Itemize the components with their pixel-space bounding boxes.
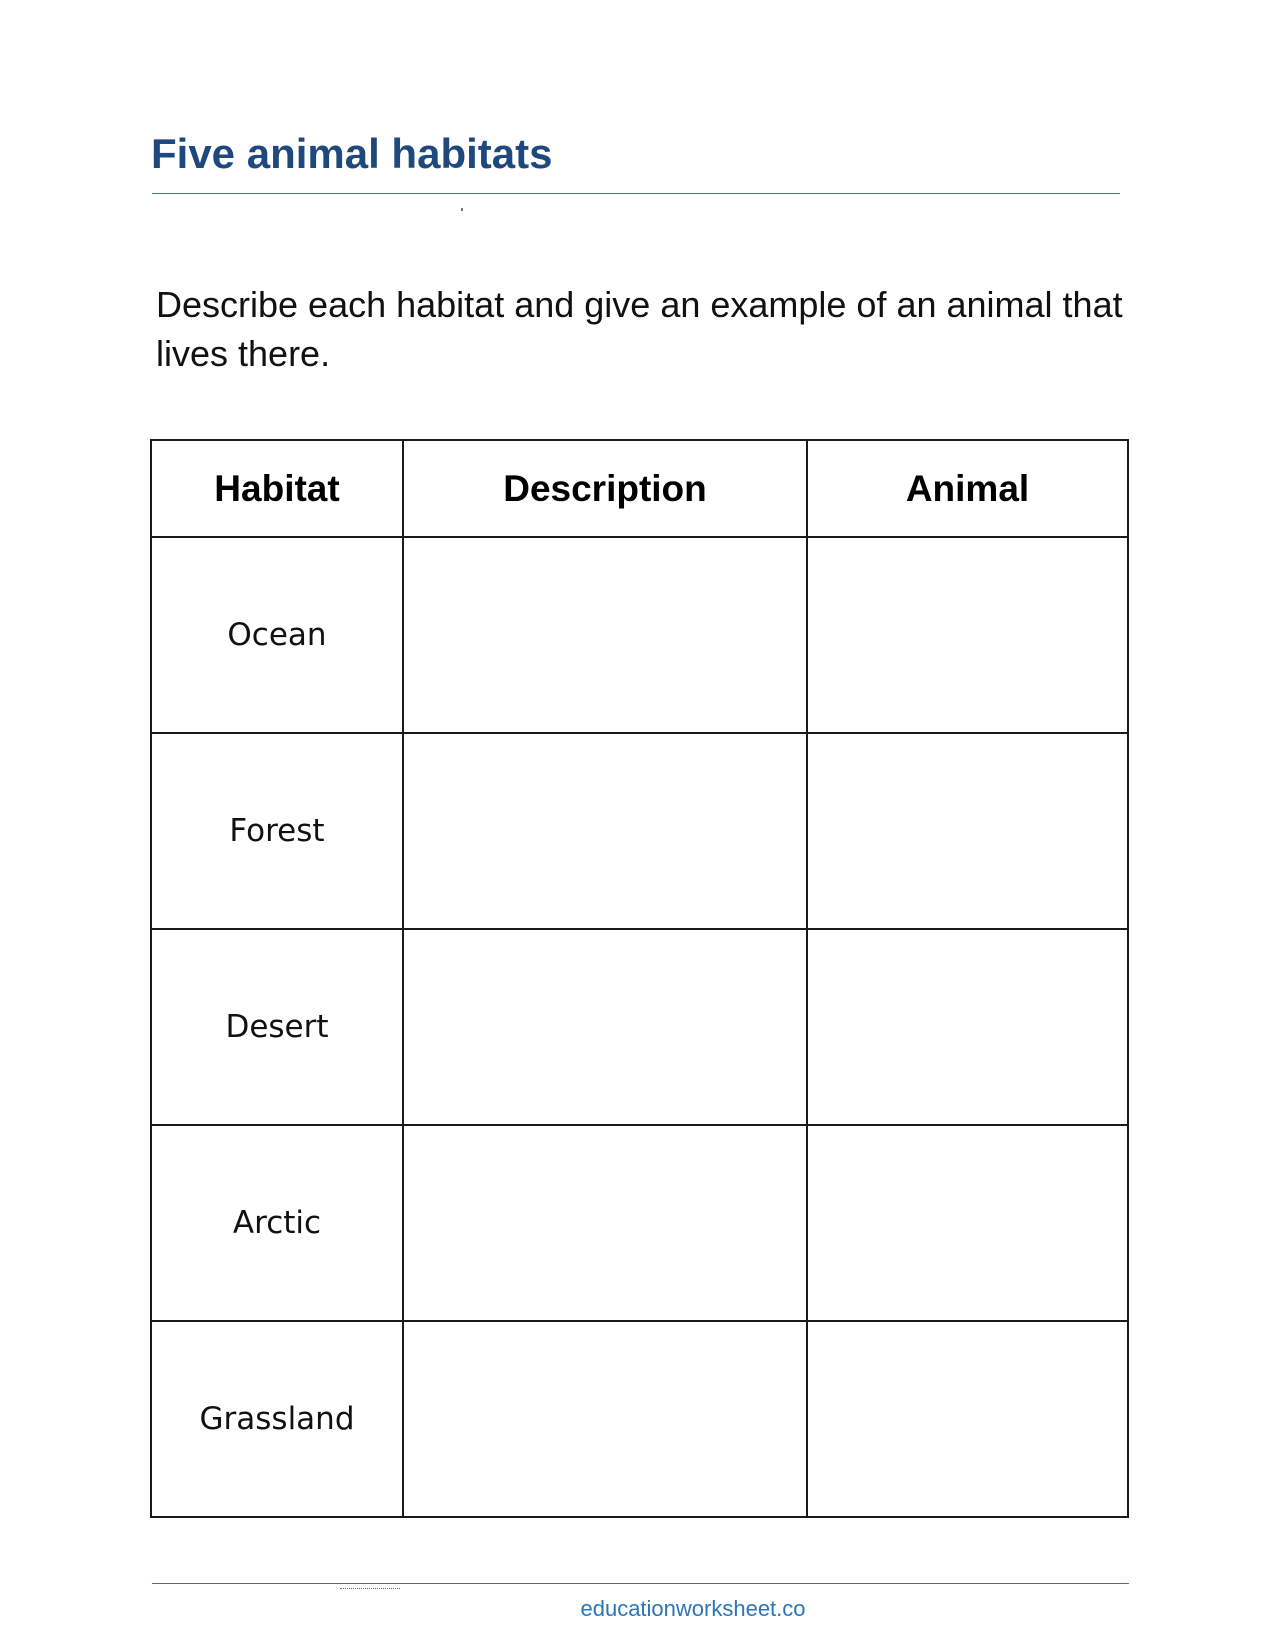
footer-divider bbox=[152, 1583, 1129, 1584]
animal-cell[interactable] bbox=[807, 733, 1128, 929]
table-header-row bbox=[151, 440, 1128, 537]
table-row bbox=[151, 1125, 1128, 1321]
habitat-cell-arctic: Arctic bbox=[151, 1125, 403, 1321]
stray-mark bbox=[461, 208, 463, 211]
table-row bbox=[151, 733, 1128, 929]
table-row bbox=[151, 929, 1128, 1125]
animal-cell[interactable] bbox=[807, 1125, 1128, 1321]
instructions-text: Describe each habitat and give an example of an animal that lives there. bbox=[156, 284, 1123, 374]
description-cell[interactable] bbox=[403, 1125, 807, 1321]
footer-site-link[interactable]: educationworksheet.co bbox=[580, 1596, 806, 1621]
description-cell[interactable] bbox=[403, 733, 807, 929]
description-cell[interactable] bbox=[403, 929, 807, 1125]
header-animal: Animal bbox=[807, 440, 1128, 537]
page-title: Five animal habitats bbox=[151, 130, 553, 177]
title-divider bbox=[152, 193, 1120, 194]
footer-stray-mark bbox=[340, 1588, 400, 1592]
habitat-cell-ocean: Ocean bbox=[151, 537, 403, 733]
description-cell[interactable] bbox=[403, 1321, 807, 1517]
habitat-cell-forest: Forest bbox=[151, 733, 403, 929]
animal-cell[interactable] bbox=[807, 1321, 1128, 1517]
habitat-cell-desert: Desert bbox=[151, 929, 403, 1125]
header-habitat: Habitat bbox=[151, 440, 403, 537]
table-row bbox=[151, 537, 1128, 733]
habitat-table bbox=[150, 439, 1129, 1518]
animal-cell[interactable] bbox=[807, 537, 1128, 733]
animal-cell[interactable] bbox=[807, 929, 1128, 1125]
description-cell[interactable] bbox=[403, 537, 807, 733]
table-row bbox=[151, 1321, 1128, 1517]
habitat-cell-grassland: Grassland bbox=[151, 1321, 403, 1517]
header-description: Description bbox=[403, 440, 807, 537]
